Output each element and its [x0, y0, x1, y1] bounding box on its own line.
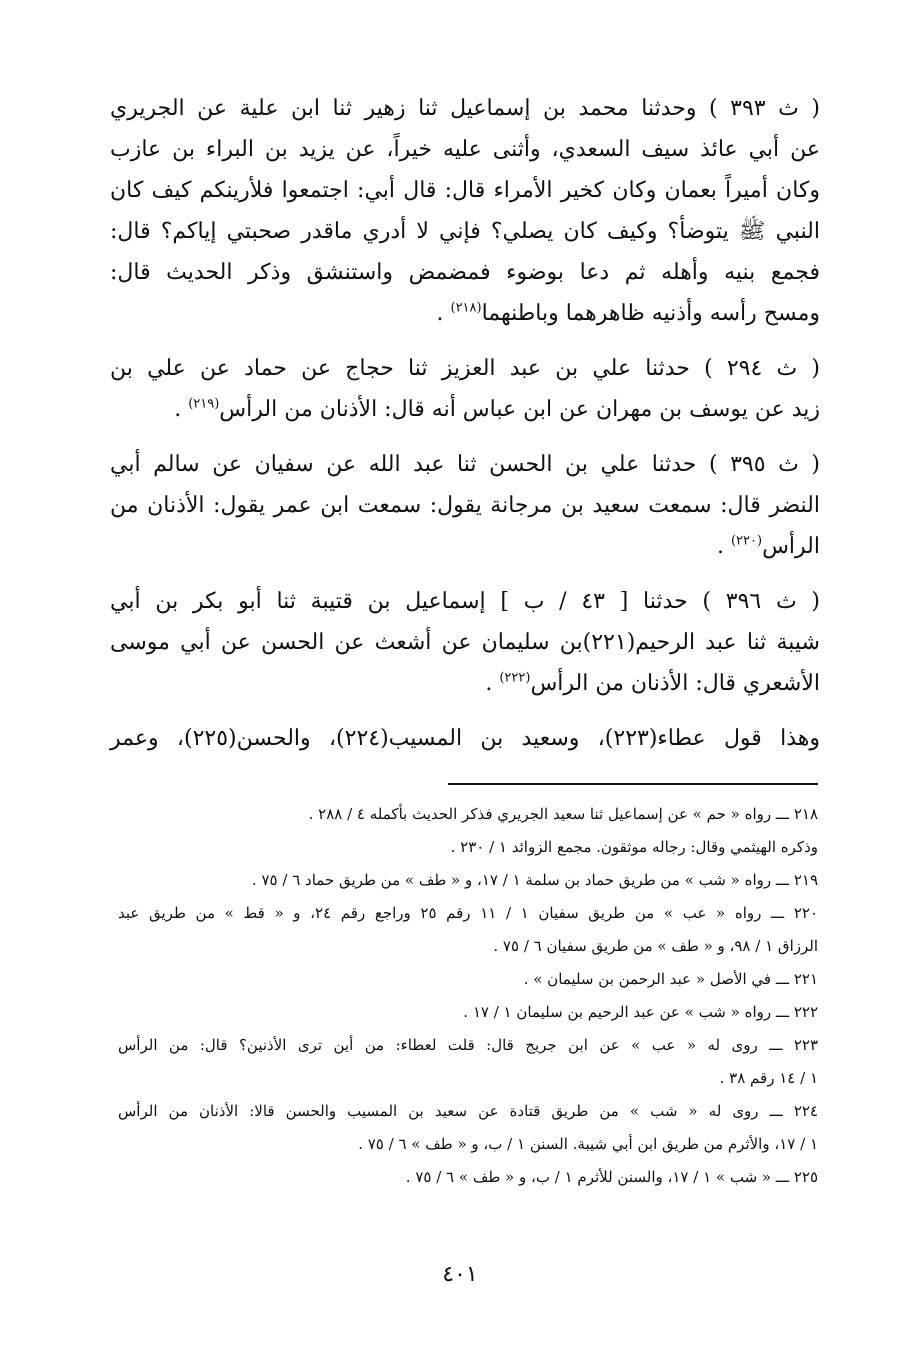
footnote-223 — [118, 1029, 818, 1095]
footnote-line: ٢٢٥ ـــ « شب » ١ / ١٧، والسنن للأثرم ١ / ب، و « طف » ٦ / ٧٥ . — [405, 1168, 818, 1186]
line-end: . — [485, 671, 500, 696]
text-line: وهذا قول عطاء(٢٢٣)، وسعيد بن المسيب(٢٢٤)، والحسن(٢٢٥)، وعمر — [110, 726, 820, 751]
text-line: النضر قال: سمعت سعيد بن مرجانة يقول: سمعت ابن عمر يقول: الأذنان من — [110, 493, 820, 518]
footnotes — [118, 798, 818, 1194]
footnote-line: ٢٢٠ ـــ رواه « عب » من طريق سفيان ١ / ١١ رقم ٢٥ وراجع رقم ٢٤، و « قط » من طريق عبد — [118, 904, 819, 922]
text-line: فجمع بنيه وأهله ثم دعا بوضوء فمضمض واستنشق وذكر الحديث قال: — [110, 260, 820, 285]
footnote-222 — [118, 996, 818, 1029]
line-end: . — [716, 534, 731, 559]
text-line-last — [110, 293, 820, 334]
paragraph-294 — [110, 348, 820, 430]
page-number: ٤٠١ — [442, 1262, 478, 1287]
footnote-line: وذكره الهيثمي وقال: رجاله موثقون. مجمع الزوائد ١ / ٢٣٠ . — [450, 838, 818, 856]
text-line: ( ث ٣٩٦ ) حدثنا [ ٤٣ / ب ] إسماعيل بن قتيبة ثنا أبو بكر بن أبي — [110, 589, 820, 614]
text-line: النبي ﷺ يتوضأ؟ وكيف كان يصلي؟ فإني لا أدري ماقدر صحبتي إياكم؟ قال: — [110, 219, 820, 244]
footnote-ref: (٢٢٠) — [730, 533, 763, 549]
footnote-divider — [448, 783, 818, 785]
line-end: . — [436, 301, 451, 326]
footnote-219 — [118, 864, 818, 897]
footnote-221 — [118, 963, 818, 996]
footnote-line: ٢٢٣ ـــ روى له « عب » عن ابن جريج قال: قلت لعطاء: من أين ترى الأذنين؟ قال: من الرأس — [118, 1036, 818, 1054]
text-line-last — [110, 389, 820, 430]
text-line-last — [110, 663, 820, 704]
text-line: وكان أميراً بعمان وكان كخير الأمراء قال: قال أبي: اجتمعوا فلأرينكم كيف كان — [110, 178, 820, 203]
main-text — [110, 88, 820, 773]
paragraph-393 — [110, 88, 820, 334]
footnote-line: ٢١٨ ـــ رواه « حم » عن إسماعيل ثنا سعيد الجريري فذكر الحديث بأكمله ٤ / ٢٨٨ . — [308, 805, 818, 823]
line-text: الرأس — [762, 534, 820, 559]
footnote-ref: (٢١٨) — [450, 300, 482, 316]
text-line: شيبة ثنا عبد الرحيم(٢٢١)بن سليمان عن أشعث عن الحسن عن أبي موسى — [110, 630, 820, 655]
text-line: ( ث ٣٩٣ ) وحدثنا محمد بن إسماعيل ثنا زهير ثنا ابن علية عن الجريري — [110, 96, 820, 121]
line-text: زيد عن يوسف بن مهران عن ابن عباس أنه قال: الأذنان من الرأس — [219, 397, 820, 422]
footnote-line: ٢٢٢ ـــ رواه « شب » عن عبد الرحيم بن سليمان ١ / ١٧ . — [463, 1003, 818, 1021]
line-text: الأشعري قال: الأذنان من الرأس — [530, 671, 820, 696]
text-line: ( ث ٢٩٤ ) حدثنا علي بن عبد العزيز ثنا حجاج عن حماد عن علي بن — [110, 356, 820, 381]
paragraph-closing — [110, 718, 820, 759]
footnote-line: ١ / ١٤ رقم ٣٨ . — [719, 1069, 818, 1087]
text-line-last — [110, 526, 820, 567]
footnote-224 — [118, 1095, 818, 1161]
footnote-line: ٢٢٤ ـــ روى له « شب » من طريق قتادة عن سعيد بن المسيب والحسن قالا: الأذنان من الرأس — [118, 1102, 818, 1120]
footnote-line: ٢١٩ ـــ رواه « شب » من طريق حماد بن سلمة ١ / ١٧، و « طف » من طريق حماد ٦ / ٧٥ . — [251, 871, 818, 889]
footnote-ref: (٢١٩) — [188, 396, 220, 412]
line-text: ومسح رأسه وأذنيه ظاهرهما وباطنهما — [481, 301, 820, 326]
footnote-line: ١ / ١٧، والأثرم من طريق ابن أبي شيبة. السنن ١ / ب، و « طف » ٦ / ٧٥ . — [358, 1135, 818, 1153]
text-line: ( ث ٣٩٥ ) حدثنا علي بن الحسن ثنا عبد الله عن سفيان عن سالم أبي — [110, 452, 820, 477]
footnote-218 — [118, 798, 818, 831]
paragraph-395 — [110, 444, 820, 567]
line-end: . — [174, 397, 189, 422]
text-line: عن أبي عائذ سيف السعدي، وأثنى عليه خيراً، عن يزيد بن البراء بن عازب — [110, 137, 820, 162]
footnote-line: ٢٢١ ـــ في الأصل « عبد الرحمن بن سليمان » . — [523, 970, 818, 988]
footnote-ref: (٢٢٢) — [499, 670, 531, 686]
paragraph-396 — [110, 581, 820, 704]
footnote-line: الرزاق ١ / ٩٨، و « طف » من طريق سفيان ٦ / ٧٥ . — [493, 937, 818, 955]
footnote-225 — [118, 1161, 818, 1194]
footnote-220 — [118, 897, 818, 963]
footnote-218-cont — [118, 831, 818, 864]
